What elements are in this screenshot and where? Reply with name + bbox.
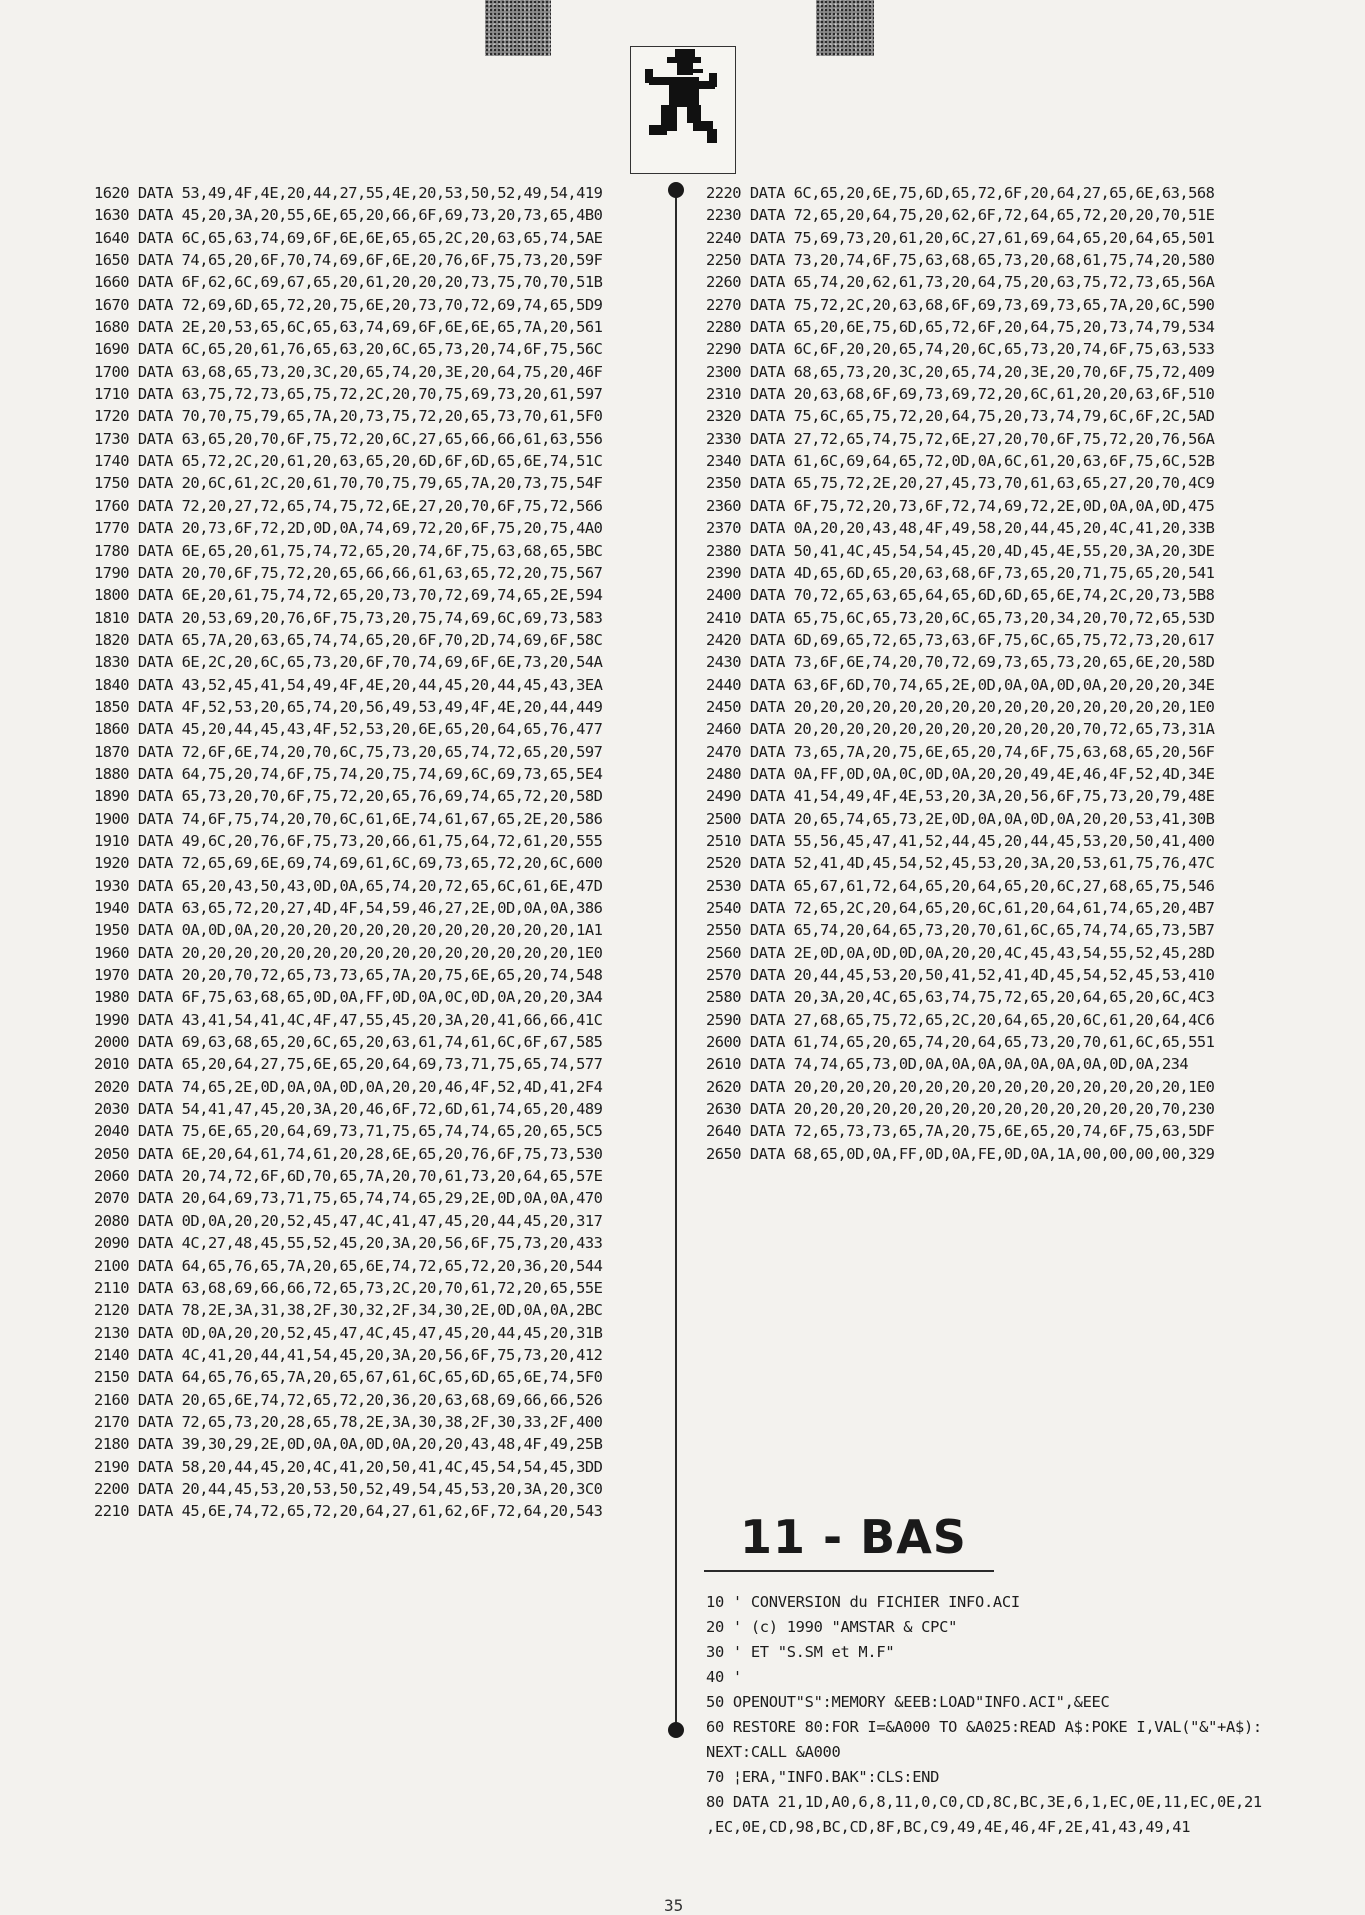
data-line: 1840 DATA 43,52,45,41,54,49,4F,4E,20,44,45,20,44,45,43,3EA <box>94 675 603 694</box>
listing-line: 40 ' <box>706 1668 742 1686</box>
data-listing-right-column <box>706 182 1298 1165</box>
data-line: 2170 DATA 72,65,73,20,28,65,78,2E,3A,30,38,2F,30,33,2F,400 <box>94 1412 603 1431</box>
data-line: 2350 DATA 65,75,72,2E,20,27,45,73,70,61,63,65,27,20,70,4C9 <box>706 474 1215 493</box>
data-line: 1710 DATA 63,75,72,73,65,75,72,2C,20,70,75,69,73,20,61,597 <box>94 385 603 404</box>
data-line: 1700 DATA 63,68,65,73,20,3C,20,65,74,20,3E,20,64,75,20,46F <box>94 362 603 381</box>
data-line: 1820 DATA 65,7A,20,63,65,74,74,65,20,6F,70,2D,74,69,6F,58C <box>94 630 603 649</box>
section-title: 11 - BAS <box>740 1510 967 1564</box>
data-line: 2440 DATA 63,6F,6D,70,74,65,2E,0D,0A,0A,0D,0A,20,20,20,34E <box>706 675 1215 694</box>
listing-line: 80 DATA 21,1D,A0,6,8,11,0,C0,CD,8C,BC,3E,6,1,EC,0E,11,EC,0E,21 ,EC,0E,CD,98,BC,CD,8F,BC,C9,49,4E,46,4F,2E,41,43,49,41 <box>706 1793 1262 1836</box>
data-line: 2430 DATA 73,6F,6E,74,20,70,72,69,73,65,73,20,65,6E,20,58D <box>706 653 1215 672</box>
data-line: 2200 DATA 20,44,45,53,20,53,50,52,49,54,45,53,20,3A,20,3C0 <box>94 1479 603 1498</box>
listing-line: 60 RESTORE 80:FOR I=&A000 TO &A025:READ A$:POKE I,VAL("&"+A$): NEXT:CALL &A000 <box>706 1718 1262 1761</box>
data-line: 2160 DATA 20,65,6E,74,72,65,72,20,36,20,63,68,69,66,66,526 <box>94 1390 603 1409</box>
data-line: 2590 DATA 27,68,65,75,72,65,2C,20,64,65,20,6C,61,20,64,4C6 <box>706 1010 1215 1029</box>
data-line: 1930 DATA 65,20,43,50,43,0D,0A,65,74,20,72,65,6C,61,6E,47D <box>94 876 603 895</box>
running-man-logo <box>630 46 736 174</box>
data-line: 2140 DATA 4C,41,20,44,41,54,45,20,3A,20,56,6F,75,73,20,412 <box>94 1345 603 1364</box>
data-line: 2070 DATA 20,64,69,73,71,75,65,74,74,65,29,2E,0D,0A,0A,470 <box>94 1189 603 1208</box>
column-divider <box>675 186 677 1730</box>
data-line: 2640 DATA 72,65,73,73,65,7A,20,75,6E,65,20,74,6F,75,63,5DF <box>706 1122 1215 1141</box>
data-line: 2570 DATA 20,44,45,53,20,50,41,52,41,4D,45,54,52,45,53,410 <box>706 966 1215 985</box>
data-line: 2290 DATA 6C,6F,20,20,65,74,20,6C,65,73,20,74,6F,75,63,533 <box>706 340 1215 359</box>
listing-line: 30 ' ET "S.SM et M.F" <box>706 1643 895 1661</box>
data-line: 1730 DATA 63,65,20,70,6F,75,72,20,6C,27,65,66,66,61,63,556 <box>94 429 603 448</box>
data-line: 1980 DATA 6F,75,63,68,65,0D,0A,FF,0D,0A,0C,0D,0A,20,20,3A4 <box>94 988 603 1007</box>
data-line: 2310 DATA 20,63,68,6F,69,73,69,72,20,6C,61,20,20,63,6F,510 <box>706 385 1215 404</box>
data-line: 2650 DATA 68,65,0D,0A,FF,0D,0A,FE,0D,0A,1A,00,00,00,00,329 <box>706 1144 1215 1163</box>
listing-line: 70 ¦ERA,"INFO.BAK":CLS:END <box>706 1768 940 1786</box>
data-line: 1800 DATA 6E,20,61,75,74,72,65,20,73,70,72,69,74,65,2E,594 <box>94 586 603 605</box>
data-line: 2030 DATA 54,41,47,45,20,3A,20,46,6F,72,6D,61,74,65,20,489 <box>94 1100 603 1119</box>
data-line: 2100 DATA 64,65,76,65,7A,20,65,6E,74,72,65,72,20,36,20,544 <box>94 1256 603 1275</box>
data-line: 2360 DATA 6F,75,72,20,73,6F,72,74,69,72,2E,0D,0A,0A,0D,475 <box>706 496 1215 515</box>
data-line: 1720 DATA 70,70,75,79,65,7A,20,73,75,72,20,65,73,70,61,5F0 <box>94 407 603 426</box>
data-line: 2560 DATA 2E,0D,0A,0D,0D,0A,20,20,4C,45,43,54,55,52,45,28D <box>706 943 1215 962</box>
data-line: 1680 DATA 2E,20,53,65,6C,65,63,74,69,6F,6E,6E,65,7A,20,561 <box>94 318 603 337</box>
listing-line: 50 OPENOUT"S":MEMORY &EEB:LOAD"INFO.ACI",&EEC <box>706 1693 1110 1711</box>
data-line: 2190 DATA 58,20,44,45,20,4C,41,20,50,41,4C,45,54,54,45,3DD <box>94 1457 603 1476</box>
data-line: 2020 DATA 74,65,2E,0D,0A,0A,0D,0A,20,20,46,4F,52,4D,41,2F4 <box>94 1077 603 1096</box>
data-line: 2180 DATA 39,30,29,2E,0D,0A,0A,0D,0A,20,20,43,48,4F,49,25B <box>94 1435 603 1454</box>
data-line: 1880 DATA 64,75,20,74,6F,75,74,20,75,74,69,6C,69,73,65,5E4 <box>94 764 603 783</box>
data-line: 1640 DATA 6C,65,63,74,69,6F,6E,6E,65,65,2C,20,63,65,74,5AE <box>94 228 603 247</box>
data-line: 1900 DATA 74,6F,75,74,20,70,6C,61,6E,74,61,67,65,2E,20,586 <box>94 809 603 828</box>
data-line: 2260 DATA 65,74,20,62,61,73,20,64,75,20,63,75,72,73,65,56A <box>706 273 1215 292</box>
data-line: 2600 DATA 61,74,65,20,65,74,20,64,65,73,20,70,61,6C,65,551 <box>706 1033 1215 1052</box>
data-line: 2240 DATA 75,69,73,20,61,20,6C,27,61,69,64,65,20,64,65,501 <box>706 228 1215 247</box>
data-line: 1960 DATA 20,20,20,20,20,20,20,20,20,20,20,20,20,20,20,1E0 <box>94 943 603 962</box>
data-line: 1670 DATA 72,69,6D,65,72,20,75,6E,20,73,70,72,69,74,65,5D9 <box>94 295 603 314</box>
data-line: 1860 DATA 45,20,44,45,43,4F,52,53,20,6E,65,20,64,65,76,477 <box>94 720 603 739</box>
data-line: 2090 DATA 4C,27,48,45,55,52,45,20,3A,20,56,6F,75,73,20,433 <box>94 1234 603 1253</box>
data-line: 2340 DATA 61,6C,69,64,65,72,0D,0A,6C,61,20,63,6F,75,6C,52B <box>706 452 1215 471</box>
halftone-block-right <box>816 0 874 56</box>
data-line: 2320 DATA 75,6C,65,75,72,20,64,75,20,73,74,79,6C,6F,2C,5AD <box>706 407 1215 426</box>
data-line: 2010 DATA 65,20,64,27,75,6E,65,20,64,69,73,71,75,65,74,577 <box>94 1055 603 1074</box>
data-line: 1990 DATA 43,41,54,41,4C,4F,47,55,45,20,3A,20,41,66,66,41C <box>94 1010 603 1029</box>
page-number: 35 <box>664 1896 684 1915</box>
data-line: 1970 DATA 20,20,70,72,65,73,73,65,7A,20,75,6E,65,20,74,548 <box>94 966 603 985</box>
data-line: 2480 DATA 0A,FF,0D,0A,0C,0D,0A,20,20,49,4E,46,4F,52,4D,34E <box>706 764 1215 783</box>
data-line: 1920 DATA 72,65,69,6E,69,74,69,61,6C,69,73,65,72,20,6C,600 <box>94 854 603 873</box>
data-line: 2110 DATA 63,68,69,66,66,72,65,73,2C,20,70,61,72,20,65,55E <box>94 1278 603 1297</box>
data-line: 2060 DATA 20,74,72,6F,6D,70,65,7A,20,70,61,73,20,64,65,57E <box>94 1167 603 1186</box>
data-line: 2390 DATA 4D,65,6D,65,20,63,68,6F,73,65,20,71,75,65,20,541 <box>706 563 1215 582</box>
data-line: 2530 DATA 65,67,61,72,64,65,20,64,65,20,6C,27,68,65,75,546 <box>706 876 1215 895</box>
data-line: 1850 DATA 4F,52,53,20,65,74,20,56,49,53,49,4F,4E,20,44,449 <box>94 697 603 716</box>
data-line: 2520 DATA 52,41,4D,45,54,52,45,53,20,3A,20,53,61,75,76,47C <box>706 854 1215 873</box>
data-line: 2540 DATA 72,65,2C,20,64,65,20,6C,61,20,64,61,74,65,20,4B7 <box>706 899 1215 917</box>
data-line: 2620 DATA 20,20,20,20,20,20,20,20,20,20,20,20,20,20,20,1E0 <box>706 1077 1215 1096</box>
data-line: 1890 DATA 65,73,20,70,6F,75,72,20,65,76,69,74,65,72,20,58D <box>94 787 603 806</box>
basic-program-listing <box>706 1590 1306 1840</box>
halftone-block-left <box>485 0 551 56</box>
data-line: 1650 DATA 74,65,20,6F,70,74,69,6F,6E,20,76,6F,75,73,20,59F <box>94 251 603 270</box>
data-line: 1790 DATA 20,70,6F,75,72,20,65,66,66,61,63,65,72,20,75,567 <box>94 563 603 582</box>
data-line: 2250 DATA 73,20,74,6F,75,63,68,65,73,20,68,61,75,74,20,580 <box>706 251 1215 270</box>
data-line: 2460 DATA 20,20,20,20,20,20,20,20,20,20,20,70,72,65,73,31A <box>706 720 1215 739</box>
data-line: 1750 DATA 20,6C,61,2C,20,61,70,70,75,79,65,7A,20,73,75,54F <box>94 474 603 493</box>
data-line: 1910 DATA 49,6C,20,76,6F,75,73,20,66,61,75,64,72,61,20,555 <box>94 831 603 850</box>
data-line: 1870 DATA 72,6F,6E,74,20,70,6C,75,73,20,65,74,72,65,20,597 <box>94 742 603 761</box>
data-line: 2490 DATA 41,54,49,4F,4E,53,20,3A,20,56,6F,75,73,20,79,48E <box>706 787 1215 806</box>
listing-line: 10 ' CONVERSION du FICHIER INFO.ACI <box>706 1593 1020 1611</box>
data-line: 2500 DATA 20,65,74,65,73,2E,0D,0A,0A,0D,0A,20,20,53,41,30B <box>706 809 1215 828</box>
data-line: 1620 DATA 53,49,4F,4E,20,44,27,55,4E,20,53,50,52,49,54,419 <box>94 184 603 202</box>
data-line: 2420 DATA 6D,69,65,72,65,73,63,6F,75,6C,65,75,72,73,20,617 <box>706 630 1215 649</box>
data-line: 2050 DATA 6E,20,64,61,74,61,20,28,6E,65,20,76,6F,75,73,530 <box>94 1144 603 1163</box>
data-line: 1630 DATA 45,20,3A,20,55,6E,65,20,66,6F,69,73,20,73,65,4B0 <box>94 206 603 225</box>
data-line: 2120 DATA 78,2E,3A,31,38,2F,30,32,2F,34,30,2E,0D,0A,0A,2BC <box>94 1301 603 1320</box>
data-line: 2630 DATA 20,20,20,20,20,20,20,20,20,20,20,20,20,20,70,230 <box>706 1100 1215 1119</box>
data-line: 2450 DATA 20,20,20,20,20,20,20,20,20,20,20,20,20,20,20,1E0 <box>706 697 1215 716</box>
data-line: 1690 DATA 6C,65,20,61,76,65,63,20,6C,65,73,20,74,6F,75,56C <box>94 340 603 359</box>
data-line: 1810 DATA 20,53,69,20,76,6F,75,73,20,75,74,69,6C,69,73,583 <box>94 608 603 627</box>
data-line: 2550 DATA 65,74,20,64,65,73,20,70,61,6C,65,74,74,65,73,5B7 <box>706 921 1215 940</box>
data-line: 2280 DATA 65,20,6E,75,6D,65,72,6F,20,64,75,20,73,74,79,534 <box>706 318 1215 337</box>
data-line: 2150 DATA 64,65,76,65,7A,20,65,67,61,6C,65,6D,65,6E,74,5F0 <box>94 1368 603 1387</box>
data-line: 2410 DATA 65,75,6C,65,73,20,6C,65,73,20,34,20,70,72,65,53D <box>706 608 1215 627</box>
listing-line: 20 ' (c) 1990 "AMSTAR & CPC" <box>706 1618 958 1636</box>
data-line: 2300 DATA 68,65,73,20,3C,20,65,74,20,3E,20,70,6F,75,72,409 <box>706 362 1215 381</box>
data-line: 2220 DATA 6C,65,20,6E,75,6D,65,72,6F,20,64,27,65,6E,63,568 <box>706 184 1215 202</box>
data-line: 1950 DATA 0A,0D,0A,20,20,20,20,20,20,20,20,20,20,20,20,1A1 <box>94 921 603 940</box>
data-line: 2270 DATA 75,72,2C,20,63,68,6F,69,73,69,73,65,7A,20,6C,590 <box>706 295 1215 314</box>
data-line: 2080 DATA 0D,0A,20,20,52,45,47,4C,41,47,45,20,44,45,20,317 <box>94 1211 603 1230</box>
data-line: 1760 DATA 72,20,27,72,65,74,75,72,6E,27,20,70,6F,75,72,566 <box>94 496 603 515</box>
divider-bullet-bottom <box>668 1722 684 1738</box>
data-line: 2580 DATA 20,3A,20,4C,65,63,74,75,72,65,20,64,65,20,6C,4C3 <box>706 988 1215 1007</box>
data-line: 1740 DATA 65,72,2C,20,61,20,63,65,20,6D,6F,6D,65,6E,74,51C <box>94 452 603 471</box>
data-line: 2400 DATA 70,72,65,63,65,64,65,6D,6D,65,6E,74,2C,20,73,5B8 <box>706 586 1215 605</box>
data-line: 2210 DATA 45,6E,74,72,65,72,20,64,27,61,62,6F,72,64,20,543 <box>94 1502 603 1521</box>
data-line: 2130 DATA 0D,0A,20,20,52,45,47,4C,45,47,45,20,44,45,20,31B <box>94 1323 603 1342</box>
data-line: 2470 DATA 73,65,7A,20,75,6E,65,20,74,6F,75,63,68,65,20,56F <box>706 742 1215 761</box>
data-line: 1830 DATA 6E,2C,20,6C,65,73,20,6F,70,74,69,6F,6E,73,20,54A <box>94 653 603 672</box>
data-line: 2230 DATA 72,65,20,64,75,20,62,6F,72,64,65,72,20,20,70,51E <box>706 206 1215 225</box>
data-line: 1940 DATA 63,65,72,20,27,4D,4F,54,59,46,27,2E,0D,0A,0A,386 <box>94 899 603 917</box>
data-line: 2000 DATA 69,63,68,65,20,6C,65,20,63,61,74,61,6C,6F,67,585 <box>94 1033 603 1052</box>
data-line: 2510 DATA 55,56,45,47,41,52,44,45,20,44,45,53,20,50,41,400 <box>706 831 1215 850</box>
data-line: 2370 DATA 0A,20,20,43,48,4F,49,58,20,44,45,20,4C,41,20,33B <box>706 519 1215 538</box>
data-line: 2380 DATA 50,41,4C,45,54,54,45,20,4D,45,4E,55,20,3A,20,3DE <box>706 541 1215 560</box>
data-line: 1780 DATA 6E,65,20,61,75,74,72,65,20,74,6F,75,63,68,65,5BC <box>94 541 603 560</box>
divider-bullet-top <box>668 182 684 198</box>
data-line: 2040 DATA 75,6E,65,20,64,69,73,71,75,65,74,74,65,20,65,5C5 <box>94 1122 603 1141</box>
section-title-underline <box>704 1570 994 1572</box>
data-line: 1770 DATA 20,73,6F,72,2D,0D,0A,74,69,72,20,6F,75,20,75,4A0 <box>94 519 603 538</box>
running-man-icon <box>631 47 735 173</box>
data-line: 2330 DATA 27,72,65,74,75,72,6E,27,20,70,6F,75,72,20,76,56A <box>706 429 1215 448</box>
data-listing-left-column <box>94 182 660 1523</box>
data-line: 2610 DATA 74,74,65,73,0D,0A,0A,0A,0A,0A,0A,0A,0D,0A,234 <box>706 1055 1189 1074</box>
data-line: 1660 DATA 6F,62,6C,69,67,65,20,61,20,20,20,73,75,70,70,51B <box>94 273 603 292</box>
